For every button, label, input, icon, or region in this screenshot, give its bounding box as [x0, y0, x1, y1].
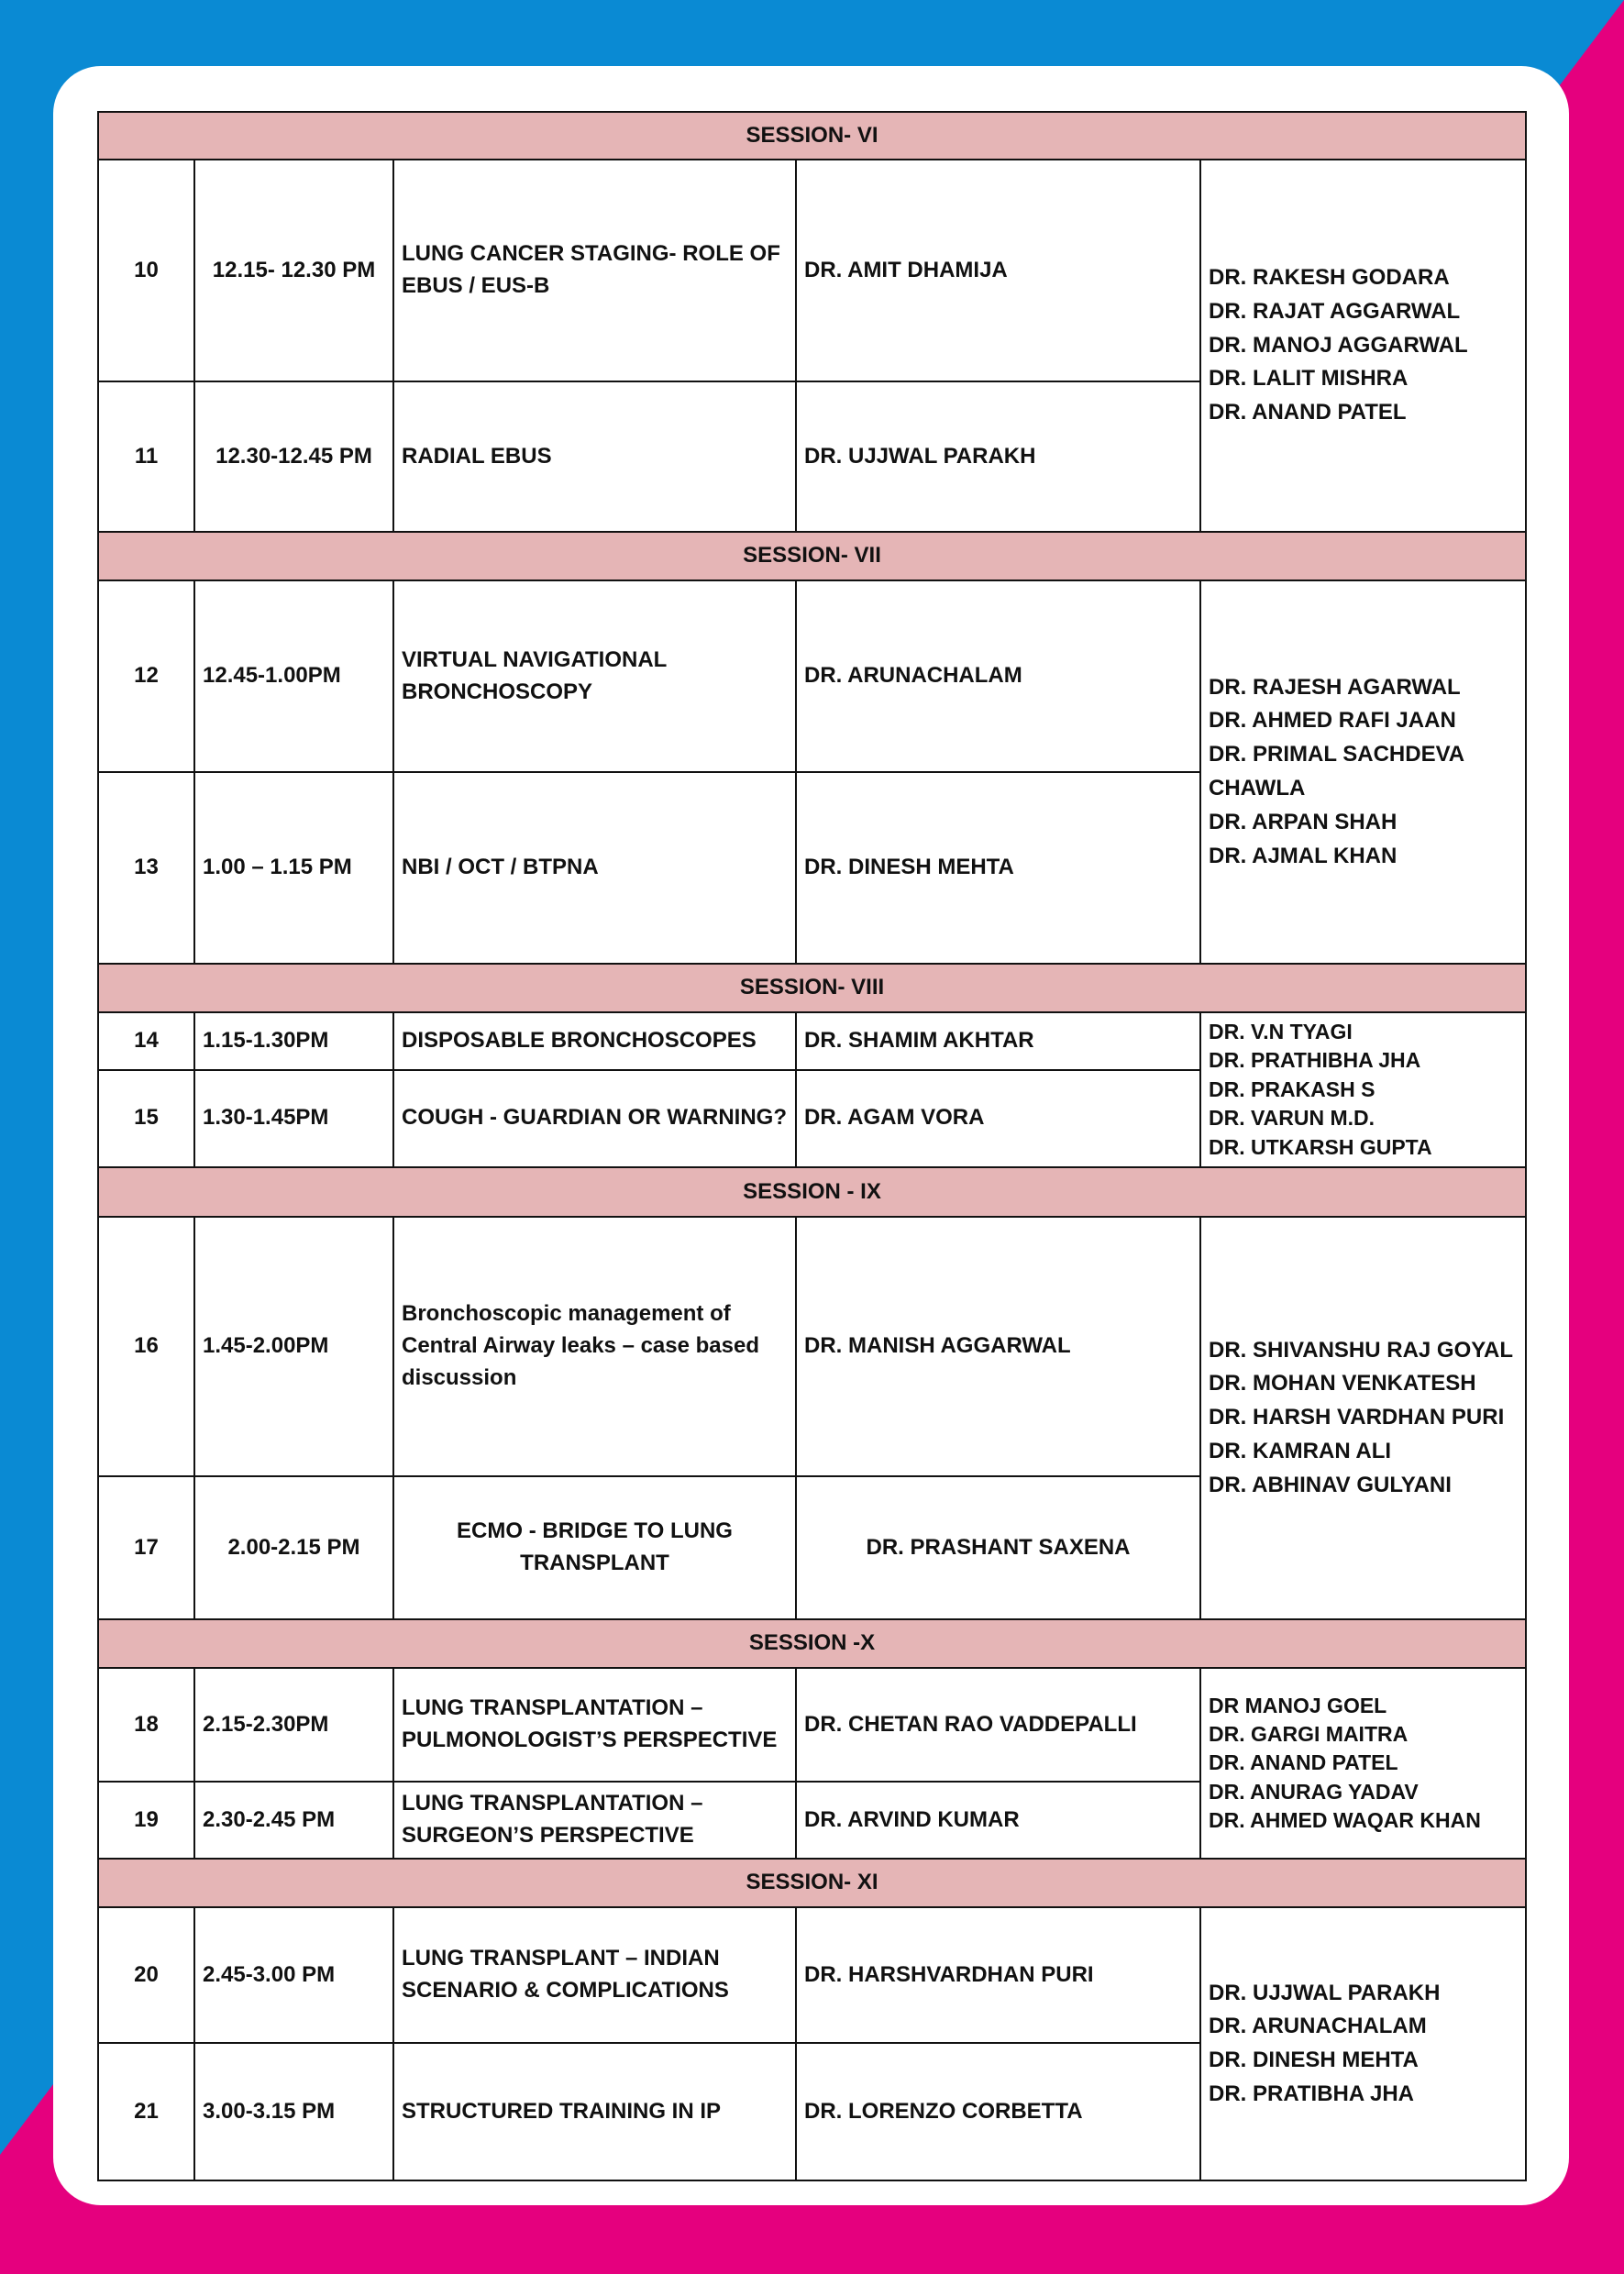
talk-number: 15 — [98, 1070, 194, 1168]
talk-time: 1.00 – 1.15 PM — [194, 772, 393, 964]
moderators-cell — [1200, 1668, 1526, 1859]
talk-topic: VIRTUAL NAVIGATIONAL BRONCHOSCOPY — [393, 580, 796, 772]
talk-time: 2.00-2.15 PM — [194, 1476, 393, 1619]
moderators-cell — [1200, 1907, 1526, 2180]
session-title: SESSION - IX — [98, 1167, 1526, 1217]
talk-number: 13 — [98, 772, 194, 964]
talk-speaker: DR. ARUNACHALAM — [796, 580, 1200, 772]
moderator: DR. PRATHIBHA JHA — [1209, 1048, 1421, 1073]
moderator: DR. ANAND PATEL — [1209, 400, 1407, 425]
moderator: CHAWLA — [1209, 776, 1306, 800]
session-header-row — [98, 964, 1526, 1012]
talk-topic: NBI / OCT / BTPNA — [393, 772, 796, 964]
moderators-cell — [1200, 1012, 1526, 1167]
session-title: SESSION- VI — [98, 112, 1526, 160]
talk-time: 2.45-3.00 PM — [194, 1907, 393, 2043]
table-row — [98, 1668, 1526, 1782]
talk-topic: Bronchoscopic management of Central Airway leaks – case based discussion — [393, 1217, 796, 1476]
table-row — [98, 160, 1526, 381]
talk-time: 1.30-1.45PM — [194, 1070, 393, 1168]
talk-time: 1.15-1.30PM — [194, 1012, 393, 1070]
moderator: DR. SHIVANSHU RAJ GOYAL — [1209, 1337, 1514, 1363]
talk-topic: LUNG TRANSPLANTATION – SURGEON’S PERSPECTIVE — [393, 1782, 796, 1859]
talk-number: 12 — [98, 580, 194, 772]
moderator: DR. V.N TYAGI — [1209, 1020, 1353, 1043]
talk-topic: ECMO - BRIDGE TO LUNG TRANSPLANT — [393, 1476, 796, 1619]
talk-time: 12.15- 12.30 PM — [194, 160, 393, 381]
moderators-cell — [1200, 160, 1526, 532]
moderator: DR. MOHAN VENKATESH — [1209, 1371, 1476, 1396]
session-title: SESSION- XI — [98, 1859, 1526, 1907]
moderator: DR. PRATIBHA JHA — [1209, 2081, 1415, 2106]
session-header-row — [98, 532, 1526, 580]
moderator: DR. ANAND PATEL — [1209, 1750, 1398, 1775]
moderator: DR. GARGI MAITRA — [1209, 1722, 1409, 1747]
moderators-cell — [1200, 1217, 1526, 1619]
talk-topic: LUNG CANCER STAGING- ROLE OF EBUS / EUS-B — [393, 160, 796, 381]
talk-time: 3.00-3.15 PM — [194, 2043, 393, 2180]
schedule-table — [97, 111, 1527, 2181]
talk-speaker: DR. ARVIND KUMAR — [796, 1782, 1200, 1859]
talk-time: 1.45-2.00PM — [194, 1217, 393, 1476]
talk-topic: RADIAL EBUS — [393, 381, 796, 532]
talk-speaker: DR. DINESH MEHTA — [796, 772, 1200, 964]
talk-topic: DISPOSABLE BRONCHOSCOPES — [393, 1012, 796, 1070]
moderator: DR. DINESH MEHTA — [1209, 2048, 1419, 2073]
table-row — [98, 1907, 1526, 2043]
talk-number: 19 — [98, 1782, 194, 1859]
moderator: DR MANOJ GOEL — [1209, 1693, 1387, 1717]
talk-topic: COUGH - GUARDIAN OR WARNING? — [393, 1070, 796, 1168]
talk-number: 20 — [98, 1907, 194, 2043]
talk-number: 10 — [98, 160, 194, 381]
moderator: DR. VARUN M.D. — [1209, 1106, 1375, 1131]
session-header-row — [98, 1859, 1526, 1907]
talk-speaker: DR. SHAMIM AKHTAR — [796, 1012, 1200, 1070]
moderator: DR. AHMED WAQAR KHAN — [1209, 1808, 1481, 1833]
session-title: SESSION -X — [98, 1619, 1526, 1668]
moderator: DR. UJJWAL PARAKH — [1209, 1980, 1441, 2005]
talk-number: 18 — [98, 1668, 194, 1782]
talk-number: 21 — [98, 2043, 194, 2180]
moderator: DR. RAJAT AGGARWAL — [1209, 298, 1461, 324]
session-title: SESSION- VII — [98, 532, 1526, 580]
moderator: DR. ARUNACHALAM — [1209, 2014, 1427, 2039]
moderator: DR. RAJESH AGARWAL — [1209, 674, 1461, 700]
talk-number: 14 — [98, 1012, 194, 1070]
moderator: DR. LALIT MISHRA — [1209, 366, 1409, 392]
talk-time: 2.15-2.30PM — [194, 1668, 393, 1782]
talk-topic: LUNG TRANSPLANTATION – PULMONOLOGIST’S PERSPECTIVE — [393, 1668, 796, 1782]
session-header-row — [98, 1619, 1526, 1668]
moderator: DR. UTKARSH GUPTA — [1209, 1134, 1432, 1159]
moderator: DR. KAMRAN ALI — [1209, 1439, 1392, 1464]
talk-number: 17 — [98, 1476, 194, 1619]
talk-speaker: DR. HARSHVARDHAN PURI — [796, 1907, 1200, 2043]
talk-time: 12.30-12.45 PM — [194, 381, 393, 532]
moderator: DR. HARSH VARDHAN PURI — [1209, 1405, 1505, 1430]
talk-speaker: DR. CHETAN RAO VADDEPALLI — [796, 1668, 1200, 1782]
talk-speaker: DR. UJJWAL PARAKH — [796, 381, 1200, 532]
moderator: DR. ABHINAV GULYANI — [1209, 1472, 1452, 1497]
talk-topic: LUNG TRANSPLANT – INDIAN SCENARIO & COMPLICATIONS — [393, 1907, 796, 2043]
moderator: DR. AJMAL KHAN — [1209, 843, 1398, 868]
session-header-row — [98, 112, 1526, 160]
session-header-row — [98, 1167, 1526, 1217]
moderator: DR. RAKESH GODARA — [1209, 265, 1450, 290]
talk-number: 11 — [98, 381, 194, 532]
moderator: DR. ANURAG YADAV — [1209, 1779, 1419, 1804]
table-row — [98, 1012, 1526, 1070]
talk-speaker: DR. MANISH AGGARWAL — [796, 1217, 1200, 1476]
talk-number: 16 — [98, 1217, 194, 1476]
talk-speaker: DR. LORENZO CORBETTA — [796, 2043, 1200, 2180]
session-title: SESSION- VIII — [98, 964, 1526, 1012]
table-row — [98, 580, 1526, 772]
talk-time: 2.30-2.45 PM — [194, 1782, 393, 1859]
talk-speaker: DR. AMIT DHAMIJA — [796, 160, 1200, 381]
table-row — [98, 1217, 1526, 1476]
talk-time: 12.45-1.00PM — [194, 580, 393, 772]
moderator: DR. AHMED RAFI JAAN — [1209, 708, 1456, 734]
talk-topic: STRUCTURED TRAINING IN IP — [393, 2043, 796, 2180]
moderator: DR. PRIMAL SACHDEVA — [1209, 742, 1465, 767]
talk-speaker: DR. PRASHANT SAXENA — [796, 1476, 1200, 1619]
moderator: DR. PRAKASH S — [1209, 1076, 1375, 1101]
moderator: DR. MANOJ AGGARWAL — [1209, 332, 1468, 358]
moderator: DR. ARPAN SHAH — [1209, 809, 1398, 834]
moderators-cell — [1200, 580, 1526, 964]
talk-speaker: DR. AGAM VORA — [796, 1070, 1200, 1168]
